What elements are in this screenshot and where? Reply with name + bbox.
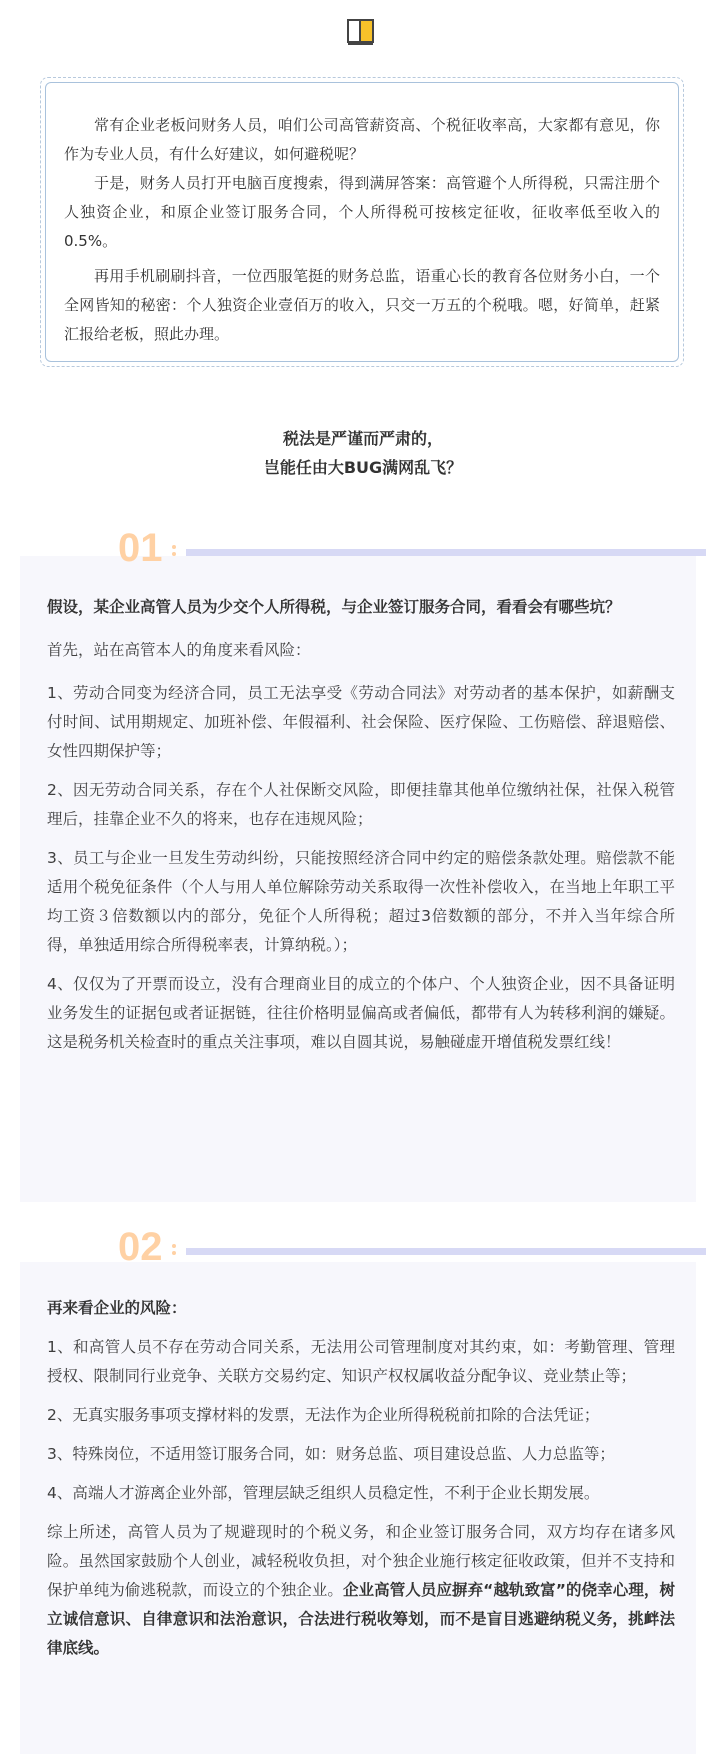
- intro-paragraph-2: 于是，财务人员打开电脑百度搜索，得到满屏答案：高管避个人所得税，只需注册个人独资企业，和原企业签订服务合同，个人所得税可按核定征收，征收率低至收入的0.5%。: [64, 174, 660, 250]
- section-2-summary: [47, 1518, 675, 1663]
- section-2-item-3: 3、特殊岗位，不适用签订服务合同，如：财务总监、项目建设总监、人力总监等；: [47, 1445, 615, 1463]
- intro-paragraph-3: 再用手机刷刷抖音，一位西服笔挺的财务总监，语重心长的教育各位财务小白，一个全网皆知的秘密：个人独资企业壹佰万的收入，只交一万五的个税哦。嗯，好简单，赶紧汇报给老板，照此办理。: [64, 267, 660, 343]
- section-2-question: 再来看企业的风险：: [47, 1299, 187, 1317]
- section-2-item-1: 1、和高管人员不存在劳动合同关系，无法用公司管理制度对其约束，如：考勤管理、管理授权、限制同行业竞争、关联方交易约定、知识产权权属收益分配争议、竞业禁止等；: [47, 1338, 675, 1385]
- section-2-item-2: 2、无真实服务事项支撑材料的发票，无法作为企业所得税税前扣除的合法凭证；: [47, 1406, 600, 1424]
- summary-plain-text: 综上所述，高管人员为了规避现时的个税义务，和企业签订服务合同，双方均存在诸多风险。虽然国家鼓励个人创业，减轻税收负担，对个独企业施行核定征收政策，但并不支持和保护单纯为偷逃税款，而设立的个独企业。: [47, 1523, 675, 1599]
- section-2-item-4: 4、高端人才游离企业外部，管理层缺乏组织人员稳定性，不利于企业长期发展。: [47, 1484, 600, 1502]
- slogan-line-2: 岂能任由大BUG满网乱飞？: [263, 458, 463, 477]
- section-1-header: [0, 523, 726, 573]
- slogan-line-1: 税法是严谨而严肃的，: [282, 429, 443, 448]
- section-1-item-2: 2、因无劳动合同关系，存在个人社保断交风险，即便挂靠其他单位缴纳社保，社保入税管理后，挂靠企业不久的将来，也存在违规风险；: [47, 781, 675, 828]
- section-1-item-3: 3、员工与企业一旦发生劳动纠纷，只能按照经济合同中约定的赔偿条款处理。赔偿款不能适用个税免征条件（个人与用人单位解除劳动关系取得一次性补偿收入，在当地上年职工平均工资３倍数额以内的部分，免征个人所得税；超过3倍数额的部分，不并入当年综合所得，单独适用综合所得税率表，计算纳税。）；: [47, 849, 675, 954]
- section-1-line: [186, 549, 706, 556]
- section-2-header: [0, 1222, 726, 1272]
- intro-inner: [45, 82, 679, 362]
- intro-paragraph-1: 常有企业老板问财务人员，咱们公司高管薪资高、个税征收率高，大家都有意见，你作为专业人员，有什么好建议，如何避税呢？: [64, 116, 660, 163]
- intro-box: [40, 77, 684, 367]
- section-1-question: 假设，某企业高管人员为少交个人所得税，与企业签订服务合同，看看会有哪些坑？: [47, 598, 621, 616]
- section-2-content: [47, 1294, 675, 1663]
- section-2-line: [186, 1248, 706, 1255]
- section-2-dots: [172, 1244, 180, 1258]
- section-1-item-4: 4、仅仅为了开票而设立，没有合理商业目的成立的个体户、个人独资企业，因不具备证明业务发生的证据包或者证据链，往往价格明显偏高或者偏低，都带有人为转移利润的嫌疑。这是税务机关检查时的重点关注事项，难以自圆其说，易触碰虚开增值税发票红线！: [47, 975, 675, 1051]
- section-1-item-1: 1、劳动合同变为经济合同，员工无法享受《劳动合同法》对劳动者的基本保护，如薪酬支付时间、试用期规定、加班补偿、年假福利、社会保险、医疗保险、工伤赔偿、辞退赔偿、女性四期保护等；: [47, 684, 675, 760]
- section-1-number: 01: [118, 526, 163, 570]
- section-1-content: [47, 593, 675, 1067]
- summary-bold-text: 企业高管人员应摒弃“越轨致富”的侥幸心理，树立诚信意识、自律意识和法治意识，合法进行税收筹划，而不是盲目逃避纳税义务，挑衅法律底线。: [47, 1581, 675, 1657]
- section-1-intro: 首先，站在高管本人的角度来看风险：: [47, 641, 311, 659]
- section-1-dots: [172, 545, 180, 559]
- section-2-number: 02: [118, 1225, 163, 1269]
- slogan: [0, 424, 726, 482]
- book-icon: [345, 16, 377, 48]
